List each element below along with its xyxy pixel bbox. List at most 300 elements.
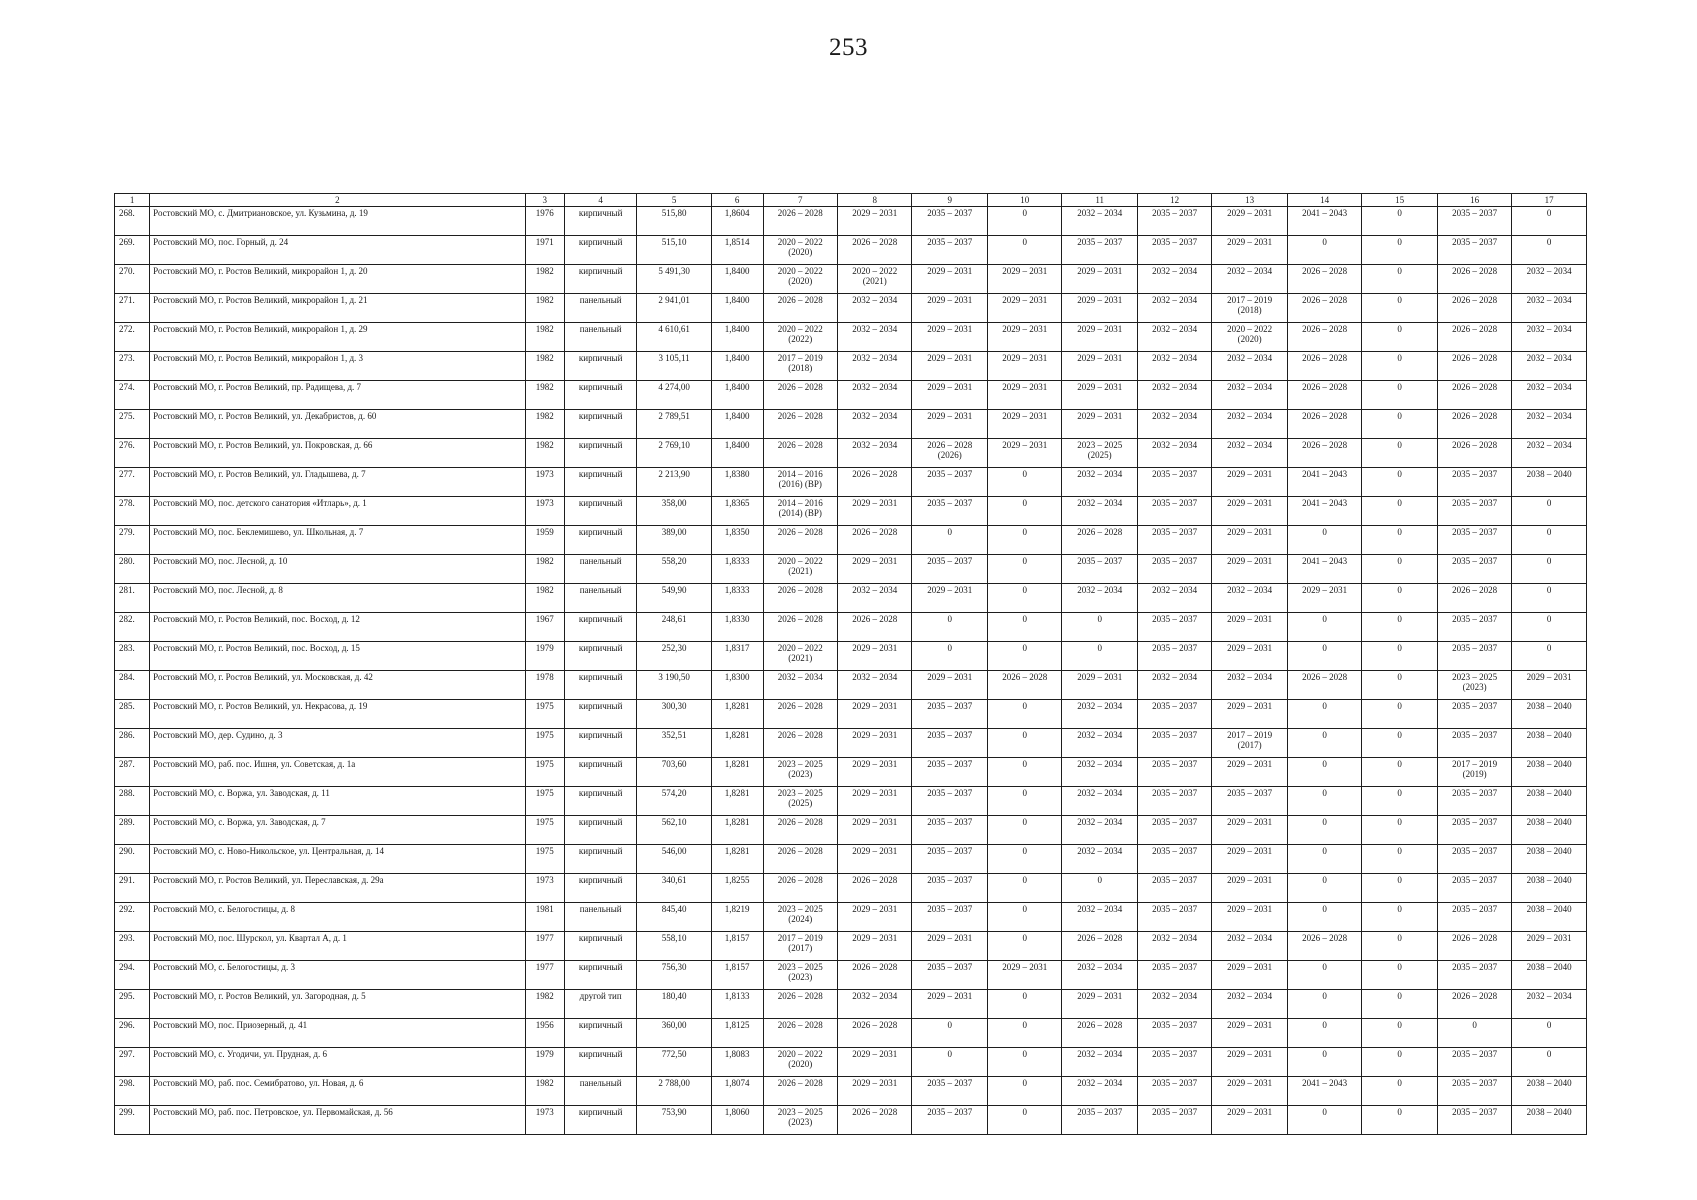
cell-text: 1975	[535, 788, 554, 798]
cell-period-col-16	[1437, 1048, 1511, 1077]
cell-year-built	[525, 1019, 564, 1048]
cell-period-col-17	[1512, 265, 1587, 294]
cell-text: 1,8219	[724, 904, 750, 914]
cell-text: 2020 – 2022 (2020)	[777, 1049, 823, 1069]
cell-wall-material	[564, 1077, 636, 1106]
column-header-9: 9	[912, 194, 988, 207]
cell-text: 2023 – 2025 (2023)	[777, 962, 823, 982]
cell-text: 2029 – 2031	[1227, 1049, 1273, 1059]
cell-period-col-14	[1287, 236, 1361, 265]
cell-period-col-8	[838, 903, 912, 932]
cell-period-col-11	[1062, 642, 1138, 671]
cell-total-area	[637, 642, 711, 671]
cell-period-col-16	[1437, 903, 1511, 932]
cell-period-col-17	[1512, 439, 1587, 468]
cell-text: 2029 – 2031	[852, 817, 898, 827]
cell-text: 0	[1097, 875, 1102, 885]
cell-text: 0	[947, 527, 952, 537]
table-row	[115, 352, 1587, 381]
cell-text: 2029 – 2031	[1526, 933, 1572, 943]
cell-text: 2017 – 2019 (2018)	[777, 353, 823, 373]
cell-period-col-8	[838, 932, 912, 961]
cell-wall-material	[564, 758, 636, 787]
cell-text: Ростовский МО, пос. Лесной, д. 10	[153, 556, 288, 566]
cell-text: 2035 – 2037	[1452, 962, 1498, 972]
cell-year-built	[525, 1077, 564, 1106]
cell-text: 2029 – 2031	[1227, 237, 1273, 247]
cell-text: 2032 – 2034	[1077, 759, 1123, 769]
cell-text: 0	[1546, 527, 1552, 537]
cell-text: 2026 – 2028	[777, 382, 823, 392]
cell-period-col-14	[1287, 1077, 1361, 1106]
cell-text: 296.	[119, 1020, 135, 1030]
cell-text: 2035 – 2037	[1152, 759, 1198, 769]
cell-text: 2029 – 2031	[1227, 556, 1273, 566]
cell-text: 2029 – 2031	[1227, 701, 1273, 711]
cell-text: 2026 – 2028	[1077, 933, 1123, 943]
cell-text: 2035 – 2037	[927, 701, 973, 711]
column-header-8: 8	[838, 194, 912, 207]
cell-address	[150, 700, 525, 729]
column-header-1: 1	[115, 194, 150, 207]
cell-year-built	[525, 584, 564, 613]
cell-address	[150, 439, 525, 468]
cell-period-col-12	[1137, 207, 1211, 236]
cell-period-col-8	[838, 323, 912, 352]
table-row	[115, 497, 1587, 526]
cell-text: 352,51	[661, 730, 687, 740]
cell-period-col-9	[912, 526, 988, 555]
cell-period-col-12	[1137, 700, 1211, 729]
cell-text: 0	[1022, 875, 1027, 885]
cell-text: 2032 – 2034	[1526, 295, 1572, 305]
cell-period-col-7	[763, 932, 837, 961]
cell-wall-material	[564, 903, 636, 932]
cell-text: 2035 – 2037	[1152, 498, 1198, 508]
cell-period-col-11	[1062, 294, 1138, 323]
column-header-12: 12	[1137, 194, 1211, 207]
cell-coefficient	[711, 468, 763, 497]
cell-text: 2032 – 2034	[1526, 440, 1572, 450]
cell-text: 0	[1397, 469, 1402, 479]
cell-period-col-12	[1137, 787, 1211, 816]
cell-text: 0	[1397, 1107, 1402, 1117]
cell-wall-material	[564, 700, 636, 729]
cell-text: 0	[1022, 556, 1027, 566]
cell-text: 285.	[119, 701, 135, 711]
cell-text: 0	[1022, 817, 1027, 827]
cell-row-number	[115, 903, 150, 932]
cell-total-area	[637, 207, 711, 236]
cell-period-col-10	[987, 555, 1061, 584]
cell-text: 2035 – 2037	[927, 730, 973, 740]
cell-text: 753,90	[661, 1107, 687, 1117]
cell-text: 0	[1397, 440, 1402, 450]
cell-text: 0	[1397, 556, 1402, 566]
cell-total-area	[637, 526, 711, 555]
cell-year-built	[525, 787, 564, 816]
cell-text: 2026 – 2028	[1452, 324, 1498, 334]
cell-period-col-10	[987, 613, 1061, 642]
cell-period-col-10	[987, 1106, 1061, 1135]
cell-text: 2035 – 2037	[1152, 788, 1198, 798]
table-row	[115, 526, 1587, 555]
cell-text: 2038 – 2040	[1526, 759, 1572, 769]
cell-wall-material	[564, 468, 636, 497]
cell-period-col-9	[912, 932, 988, 961]
cell-period-col-13	[1212, 961, 1288, 990]
cell-period-col-13	[1212, 932, 1288, 961]
cell-period-col-16	[1437, 236, 1511, 265]
cell-total-area	[637, 294, 711, 323]
cell-period-col-13	[1212, 294, 1288, 323]
cell-text: 0	[1397, 208, 1402, 218]
cell-period-col-14	[1287, 642, 1361, 671]
cell-text: 1982	[535, 411, 554, 421]
cell-text: 1982	[535, 295, 554, 305]
cell-text: 2026 – 2028	[1302, 266, 1348, 276]
cell-wall-material	[564, 294, 636, 323]
cell-period-col-16	[1437, 642, 1511, 671]
cell-address	[150, 555, 525, 584]
cell-row-number	[115, 1077, 150, 1106]
cell-year-built	[525, 294, 564, 323]
cell-text: 2038 – 2040	[1526, 730, 1572, 740]
cell-text: 2035 – 2037	[1152, 556, 1198, 566]
cell-text: 0	[1022, 237, 1027, 247]
cell-text: 2029 – 2031	[927, 324, 973, 334]
cell-year-built	[525, 526, 564, 555]
cell-period-col-15	[1362, 729, 1438, 758]
cell-text: кирпичный	[578, 237, 623, 247]
cell-text: 0	[1397, 1049, 1402, 1059]
cell-text: кирпичный	[578, 440, 623, 450]
cell-text: 845,40	[661, 904, 687, 914]
cell-total-area	[637, 874, 711, 903]
cell-period-col-10	[987, 1019, 1061, 1048]
cell-text: 1,8300	[724, 672, 750, 682]
table-row	[115, 207, 1587, 236]
cell-text: 1,8604	[724, 208, 750, 218]
cell-period-col-17	[1512, 381, 1587, 410]
cell-row-number	[115, 468, 150, 497]
cell-text: 2032 – 2034	[1152, 266, 1198, 276]
cell-text: 0	[1022, 643, 1027, 653]
cell-text: 2020 – 2022 (2021)	[777, 643, 823, 663]
cell-period-col-7	[763, 700, 837, 729]
cell-text: 2032 – 2034	[1077, 701, 1123, 711]
cell-text: 2026 – 2028	[1302, 324, 1348, 334]
cell-year-built	[525, 410, 564, 439]
cell-text: 2026 – 2028	[1302, 440, 1348, 450]
cell-text: 2035 – 2037	[927, 237, 973, 247]
cell-address	[150, 265, 525, 294]
cell-year-built	[525, 1048, 564, 1077]
cell-period-col-17	[1512, 758, 1587, 787]
column-header-13: 13	[1212, 194, 1288, 207]
cell-text: Ростовский МО, с. Белогостицы, д. 3	[153, 962, 295, 972]
cell-period-col-12	[1137, 584, 1211, 613]
cell-coefficient	[711, 294, 763, 323]
cell-period-col-8	[838, 352, 912, 381]
table-row	[115, 932, 1587, 961]
table-row	[115, 758, 1587, 787]
cell-text: 2029 – 2031	[852, 933, 898, 943]
cell-period-col-10	[987, 323, 1061, 352]
cell-text: 1,8400	[724, 295, 750, 305]
cell-text: 0	[1397, 817, 1402, 827]
table-body	[115, 207, 1587, 1135]
cell-period-col-9	[912, 671, 988, 700]
cell-text: 2029 – 2031	[1227, 643, 1273, 653]
cell-text: 0	[1022, 730, 1027, 740]
cell-text: 2035 – 2037	[927, 875, 973, 885]
cell-period-col-14	[1287, 845, 1361, 874]
cell-coefficient	[711, 265, 763, 294]
table-row	[115, 700, 1587, 729]
cell-text: 515,80	[661, 208, 687, 218]
table-row	[115, 439, 1587, 468]
cell-row-number	[115, 874, 150, 903]
cell-text: 0	[1022, 469, 1027, 479]
table-row	[115, 874, 1587, 903]
cell-text: 2029 – 2031	[1227, 208, 1273, 218]
cell-text: 2032 – 2034	[1227, 411, 1273, 421]
cell-period-col-17	[1512, 932, 1587, 961]
cell-period-col-7	[763, 816, 837, 845]
cell-text: 0	[1022, 1020, 1027, 1030]
cell-period-col-8	[838, 294, 912, 323]
cell-period-col-17	[1512, 1048, 1587, 1077]
table-row	[115, 1077, 1587, 1106]
cell-period-col-15	[1362, 584, 1438, 613]
cell-text: Ростовский МО, пос. детского санатория «Итларь», д. 1	[153, 498, 367, 508]
cell-year-built	[525, 758, 564, 787]
cell-text: 2029 – 2031	[927, 295, 973, 305]
cell-text: 0	[1546, 1049, 1552, 1059]
cell-text: 2035 – 2037	[1452, 498, 1498, 508]
cell-text: 1,8125	[724, 1020, 750, 1030]
cell-period-col-7	[763, 584, 837, 613]
cell-coefficient	[711, 207, 763, 236]
cell-row-number	[115, 294, 150, 323]
cell-period-col-11	[1062, 410, 1138, 439]
cell-period-col-11	[1062, 932, 1138, 961]
cell-text: 0	[1546, 643, 1552, 653]
cell-text: 2035 – 2037	[1152, 1078, 1198, 1088]
cell-text: 2026 – 2028	[852, 527, 898, 537]
cell-address	[150, 410, 525, 439]
cell-period-col-11	[1062, 497, 1138, 526]
cell-text: 2032 – 2034	[1152, 672, 1198, 682]
cell-period-col-8	[838, 758, 912, 787]
cell-period-col-7	[763, 758, 837, 787]
cell-text: 1981	[535, 904, 554, 914]
cell-period-col-9	[912, 613, 988, 642]
cell-wall-material	[564, 671, 636, 700]
table-row	[115, 1106, 1587, 1135]
cell-coefficient	[711, 1048, 763, 1077]
cell-text: 1,8157	[724, 933, 750, 943]
cell-address	[150, 207, 525, 236]
cell-text: 2026 – 2028	[1302, 672, 1348, 682]
cell-period-col-8	[838, 526, 912, 555]
cell-text: 0	[1397, 875, 1402, 885]
cell-text: 2035 – 2037	[1452, 1078, 1498, 1088]
cell-period-col-15	[1362, 671, 1438, 700]
cell-period-col-10	[987, 845, 1061, 874]
cell-period-col-10	[987, 1048, 1061, 1077]
cell-period-col-11	[1062, 207, 1138, 236]
cell-text: 1982	[535, 1078, 554, 1088]
cell-row-number	[115, 671, 150, 700]
cell-period-col-9	[912, 381, 988, 410]
cell-text: 2035 – 2037	[1227, 788, 1273, 798]
cell-text: Ростовский МО, с. Угодичи, ул. Прудная, д. 6	[153, 1049, 327, 1059]
cell-period-col-10	[987, 381, 1061, 410]
cell-text: кирпичный	[578, 469, 623, 479]
cell-text: 0	[1022, 498, 1027, 508]
cell-text: 1,8317	[724, 643, 750, 653]
table-row	[115, 294, 1587, 323]
cell-period-col-17	[1512, 497, 1587, 526]
cell-year-built	[525, 352, 564, 381]
schedule-table	[114, 193, 1587, 1135]
cell-period-col-8	[838, 1106, 912, 1135]
cell-text: 2038 – 2040	[1526, 846, 1572, 856]
cell-text: 2038 – 2040	[1526, 1107, 1572, 1117]
cell-period-col-7	[763, 381, 837, 410]
cell-text: 282.	[119, 614, 135, 624]
cell-text: 2035 – 2037	[1452, 846, 1498, 856]
cell-text: 2038 – 2040	[1526, 875, 1572, 885]
column-header-3: 3	[525, 194, 564, 207]
cell-period-col-11	[1062, 1106, 1138, 1135]
cell-period-col-9	[912, 207, 988, 236]
cell-period-col-15	[1362, 961, 1438, 990]
cell-text: 0	[1397, 527, 1402, 537]
cell-text: 2032 – 2034	[1152, 440, 1198, 450]
cell-period-col-13	[1212, 497, 1288, 526]
cell-text: 0	[1397, 991, 1402, 1001]
cell-period-col-11	[1062, 729, 1138, 758]
cell-period-col-15	[1362, 1077, 1438, 1106]
cell-period-col-14	[1287, 816, 1361, 845]
cell-year-built	[525, 903, 564, 932]
cell-period-col-14	[1287, 758, 1361, 787]
cell-address	[150, 874, 525, 903]
cell-text: 0	[1397, 411, 1402, 421]
cell-text: кирпичный	[578, 1107, 623, 1117]
cell-text: 2035 – 2037	[927, 469, 973, 479]
cell-text: 2029 – 2031	[1002, 266, 1048, 276]
cell-period-col-7	[763, 323, 837, 352]
cell-period-col-10	[987, 903, 1061, 932]
cell-text: 1967	[535, 614, 554, 624]
cell-address	[150, 816, 525, 845]
cell-coefficient	[711, 381, 763, 410]
cell-period-col-15	[1362, 526, 1438, 555]
cell-period-col-15	[1362, 439, 1438, 468]
cell-text: 1973	[535, 1107, 554, 1117]
cell-text: 2029 – 2031	[852, 208, 898, 218]
cell-text: 2026 – 2028 (2026)	[927, 440, 973, 460]
cell-text: 1,8350	[724, 527, 750, 537]
cell-period-col-9	[912, 497, 988, 526]
cell-row-number	[115, 642, 150, 671]
cell-text: 2029 – 2031	[1002, 295, 1048, 305]
cell-period-col-16	[1437, 1019, 1511, 1048]
cell-text: 2029 – 2031	[852, 701, 898, 711]
cell-text: 0	[1397, 788, 1402, 798]
cell-text: Ростовский МО, пос. Горный, д. 24	[153, 237, 289, 247]
cell-row-number	[115, 1048, 150, 1077]
cell-text: 1,8157	[724, 962, 750, 972]
cell-text: 2029 – 2031	[1227, 904, 1273, 914]
table-header-row	[115, 194, 1587, 207]
cell-text: 2032 – 2034	[1152, 295, 1198, 305]
cell-row-number	[115, 584, 150, 613]
cell-period-col-14	[1287, 381, 1361, 410]
cell-text: 2038 – 2040	[1526, 817, 1572, 827]
cell-period-col-14	[1287, 294, 1361, 323]
cell-text: 0	[1022, 846, 1027, 856]
cell-text: 291.	[119, 875, 135, 885]
cell-period-col-17	[1512, 961, 1587, 990]
cell-text: 284.	[119, 672, 135, 682]
cell-period-col-8	[838, 700, 912, 729]
cell-text: 2038 – 2040	[1526, 469, 1572, 479]
cell-text: 2035 – 2037	[1452, 1049, 1498, 1059]
cell-coefficient	[711, 990, 763, 1019]
cell-total-area	[637, 1106, 711, 1135]
cell-period-col-16	[1437, 410, 1511, 439]
cell-period-col-15	[1362, 410, 1438, 439]
cell-text: 272.	[119, 324, 135, 334]
cell-period-col-13	[1212, 1019, 1288, 1048]
cell-text: 2026 – 2028	[1452, 440, 1498, 450]
cell-period-col-9	[912, 816, 988, 845]
cell-text: 0	[1022, 614, 1027, 624]
cell-wall-material	[564, 352, 636, 381]
cell-text: Ростовский МО, г. Ростов Великий, ул. Переславская, д. 29а	[153, 875, 384, 885]
cell-period-col-8	[838, 1077, 912, 1106]
cell-period-col-13	[1212, 671, 1288, 700]
cell-text: 2017 – 2019 (2017)	[1227, 730, 1273, 750]
cell-text: 2032 – 2034	[1077, 208, 1123, 218]
cell-period-col-13	[1212, 816, 1288, 845]
cell-row-number	[115, 236, 150, 265]
cell-text: 0	[1022, 208, 1027, 218]
cell-coefficient	[711, 439, 763, 468]
cell-text: 0	[1397, 672, 1402, 682]
cell-text: 2026 – 2028	[777, 1078, 823, 1088]
cell-text: 2029 – 2031	[927, 266, 973, 276]
cell-text: 2029 – 2031	[852, 759, 898, 769]
cell-text: 2026 – 2028	[852, 237, 898, 247]
cell-text: 2026 – 2028	[1452, 411, 1498, 421]
cell-text: 252,30	[661, 643, 687, 653]
cell-text: 2023 – 2025 (2025)	[777, 788, 823, 808]
cell-period-col-9	[912, 990, 988, 1019]
cell-period-col-14	[1287, 874, 1361, 903]
cell-text: 2035 – 2037	[1152, 875, 1198, 885]
cell-text: 2029 – 2031	[852, 730, 898, 740]
cell-year-built	[525, 874, 564, 903]
cell-text: 2029 – 2031	[927, 411, 973, 421]
cell-period-col-17	[1512, 526, 1587, 555]
cell-text: 1973	[535, 498, 554, 508]
